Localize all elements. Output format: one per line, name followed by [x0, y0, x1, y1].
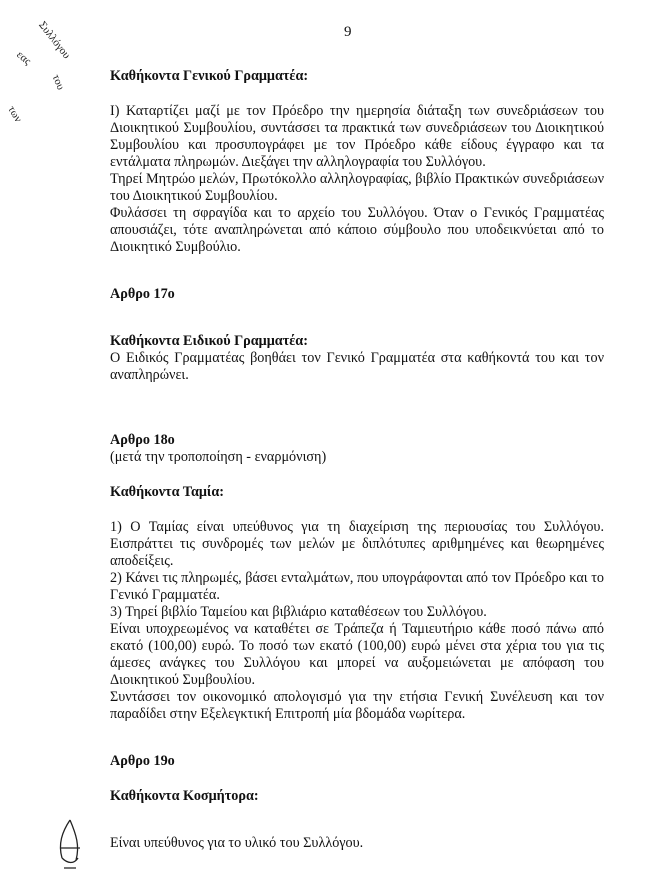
stamp-fragment — [0, 18, 80, 148]
article-note: (μετά την τροποποίηση - εναρμόνιση) — [110, 449, 327, 465]
paragraph: Είναι υπεύθυνος για το υλικό του Συλλόγου. — [110, 835, 364, 851]
paragraph: Συντάσσει τον οικονομικό απολογισμό για την ετήσια Γενική Συνέλευση και τον παραδίδει στην Εξελεγκτική Επιτροπή μία βδομάδα νωρίτερα. — [110, 689, 604, 722]
section-heading: Καθήκοντα Ειδικού Γραμματέα: — [110, 333, 308, 349]
article-title: Αρθρο 18ο — [110, 432, 175, 448]
section-heading: Καθήκοντα Κοσμήτορα: — [110, 788, 259, 804]
article-title: Αρθρο 17ο — [110, 286, 175, 302]
paragraph: 1) Ο Ταμίας είναι υπεύθυνος για τη διαχείριση της περιουσίας του Συλλόγου. Εισπράττει τις συνδρομές των μελών με διπλότυπες αριθμημένες και θεωρημένες αποδείξεις. — [110, 519, 604, 569]
section-heading: Καθήκοντα Γενικού Γραμματέα: — [110, 68, 309, 84]
paragraph: Τηρεί Μητρώο μελών, Πρωτόκολλο αλληλογραφίας, βιβλίο Πρακτικών συνεδριάσεων του Διοικητικού Συμβουλίου. — [110, 171, 604, 204]
stamp-text: των — [5, 104, 25, 125]
stamp-text: του — [49, 72, 67, 92]
paragraph: 3) Τηρεί βιβλίο Ταμείου και βιβλιάριο καταθέσεων του Συλλόγου. — [110, 604, 487, 620]
stamp-text: εας — [14, 48, 34, 68]
article-title: Αρθρο 19ο — [110, 753, 175, 769]
document-body — [110, 68, 604, 852]
stamp-text: Συλλόγου — [36, 19, 73, 62]
section-heading: Καθήκοντα Ταμία: — [110, 484, 224, 500]
paragraph: Φυλάσσει τη σφραγίδα και το αρχείο του Συλλόγου. Όταν ο Γενικός Γραμματέας απουσιάζει, τότε αναπληρώνεται από κάποιο σύμβουλο που υποδεικνύεται από το Διοικητικό Συμβούλιο. — [110, 205, 604, 255]
page-number: 9 — [344, 24, 352, 40]
emblem-icon — [54, 818, 86, 872]
paragraph: Ο Ειδικός Γραμματέας βοηθάει τον Γενικό Γραμματέα στα καθήκοντά του και τον αναπληρώνει. — [110, 350, 604, 383]
paragraph: Ι) Καταρτίζει μαζί με τον Πρόεδρο την ημερησία διάταξη των συνεδριάσεων του Διοικητικού Συμβουλίου, συντάσσει τα πρακτικά των συνεδριάσεων του Διοικητικού Συμβουλίου και προσυπογράφει με τον Πρόεδρο κάθε είδους έγγραφο και τα εντάλματα πληρωμών. Διεξάγει την αλληλογραφία του Συλλόγου. — [110, 103, 604, 170]
paragraph: Είναι υποχρεωμένος να καταθέτει σε Τράπεζα ή Ταμιευτήριο κάθε ποσό πάνω από εκατό (100,00) ευρώ. Το ποσό των εκατό (100,00) ευρώ μένει στα χέρια του για τις άμεσες ανάγκες του Συλλόγου και μπορεί να αυξομειώνεται με απόφαση του Διοικητικού Συμβουλίου. — [110, 621, 604, 688]
paragraph: 2) Κάνει τις πληρωμές, βάσει ενταλμάτων, που υπογράφονται από τον Πρόεδρο και το Γενικό Γραμματέα. — [110, 570, 604, 603]
